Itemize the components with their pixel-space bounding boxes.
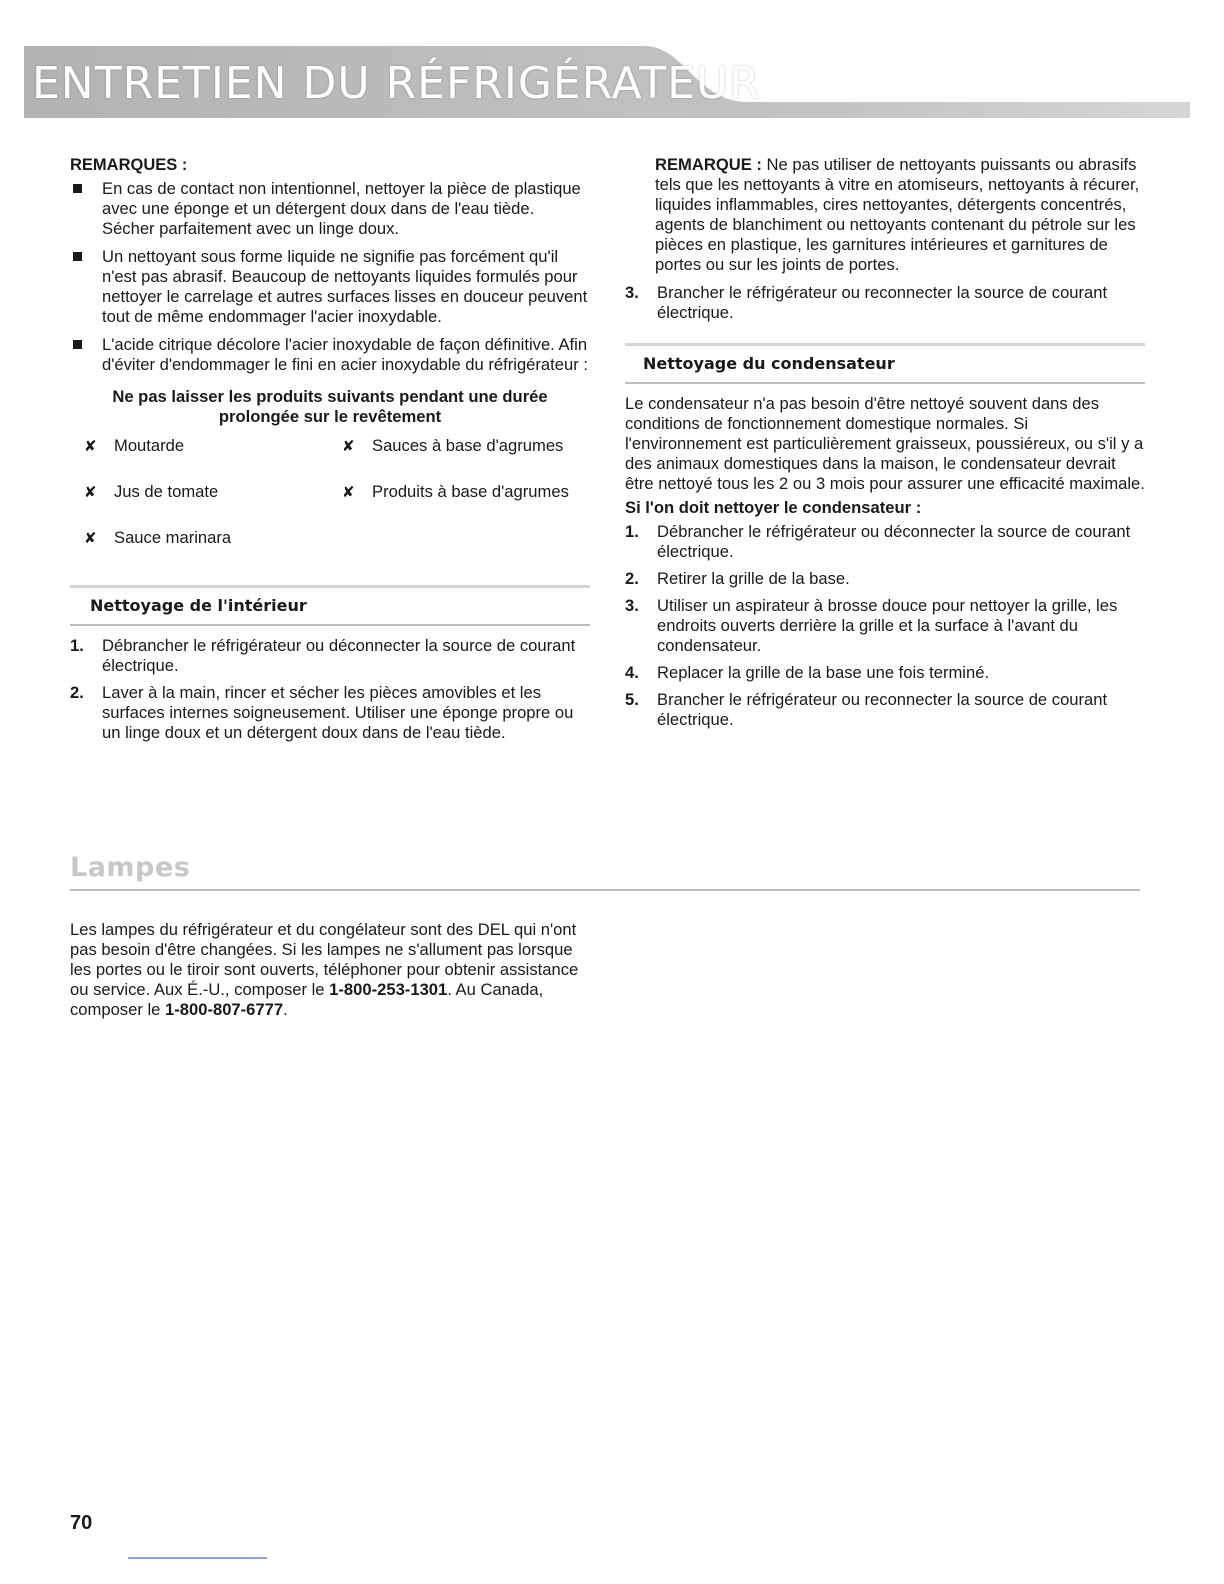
remark-label: REMARQUE :: [655, 155, 762, 174]
right-column: [625, 155, 1145, 737]
interior-heading: Nettoyage de l'intérieur: [70, 585, 590, 626]
bullet-square-icon: [73, 252, 82, 261]
avoid-title: Ne pas laisser les produits suivants pendant une durée prolongée sur le revêtement: [112, 387, 548, 426]
x-mark-icon: ✘: [342, 438, 355, 455]
step-text: Débrancher le réfrigérateur ou déconnecter la source de courant électrique.: [657, 522, 1131, 561]
step-number: 2.: [70, 683, 84, 702]
list-item: [70, 179, 590, 239]
list-item: [70, 636, 590, 676]
list-item: [625, 596, 1145, 656]
step-text: Brancher le réfrigérateur ou reconnecter la source de courant électrique.: [657, 690, 1108, 729]
phone-us: 1-800-253-1301: [329, 980, 448, 999]
condenser-steps: [625, 522, 1145, 730]
bullet-text: Un nettoyant sous forme liquide ne signifie pas forcément qu'il n'est pas abrasif. Beaucoup de nettoyants liquides formulés pour nettoyer le carrelage et autres surfaces lisses en douceur peuvent tout de même endommager l'acier inoxydable.: [102, 247, 588, 326]
interior-steps: [70, 636, 590, 743]
condenser-subhead: Si l'on doit nettoyer le condensateur :: [625, 498, 922, 517]
avoid-item: ✘ Produits à base d'agrumes: [342, 482, 569, 501]
list-item: [625, 663, 1145, 683]
avoid-item: ✘ Moutarde: [84, 436, 185, 455]
step-text: Retirer la grille de la base.: [657, 569, 850, 588]
left-column: [70, 155, 590, 750]
step-text: Brancher le réfrigérateur ou reconnecter la source de courant électrique.: [657, 283, 1108, 322]
step-number: 2.: [625, 569, 639, 588]
step-number: 3.: [625, 596, 639, 615]
avoid-item: ✘ Jus de tomate: [84, 482, 219, 501]
condenser-heading: Nettoyage du condensateur: [625, 343, 1145, 384]
avoid-item: ✘ Sauces à base d'agrumes: [342, 436, 564, 455]
remark-text: Ne pas utiliser de nettoyants puissants ou abrasifs tels que les nettoyants à vitre en atomiseurs, nettoyants à récurer, liquides inflammables, cires nettoyantes, détergents concentrés, agents de blanchiment ou nettoyants contenant du pétrole sur les pièces en plastique, les garnitures intérieures et garnitures de portes ou sur les joints de portes.: [655, 155, 1140, 274]
step-text: Utiliser un aspirateur à brosse douce pour nettoyer la grille, les endroits ouverts derrière la grille et la surface à l'avant du condensateur.: [657, 596, 1118, 655]
list-item: [625, 522, 1145, 562]
footer-divider: [128, 1557, 267, 1559]
list-item: [70, 247, 590, 327]
section-banner: [24, 46, 1190, 118]
reconnect-step: [625, 283, 1145, 323]
bullet-text: En cas de contact non intentionnel, nettoyer la pièce de plastique avec une éponge et un détergent doux dans de l'eau tiède. Sécher parfaitement avec un linge doux.: [102, 179, 581, 238]
step-number: 1.: [625, 522, 639, 541]
step-text: Débrancher le réfrigérateur ou déconnecter la source de courant électrique.: [102, 636, 576, 675]
remarks-heading: REMARQUES :: [70, 156, 188, 174]
avoid-item: ✘ Sauce marinara: [84, 528, 232, 547]
remark-paragraph: [625, 155, 1145, 275]
step-text: Replacer la grille de la base une fois terminé.: [657, 663, 990, 682]
lampes-heading: [70, 852, 1140, 891]
step-number: 4.: [625, 663, 639, 682]
step-number: 1.: [70, 636, 84, 655]
bullet-square-icon: [73, 340, 82, 349]
lampes-paragraph: Les lampes du réfrigérateur et du congélateur sont des DEL qui n'ont pas besoin d'être changées. Si les lampes ne s'allument pas lorsque les portes ou le tiroir sont ouverts, téléphoner pour obtenir assistance ou service. Aux É.-U., composer le 1-800-253-1301. Au Canada, composer le 1-800-807-6777.: [70, 920, 579, 1019]
list-item: [625, 569, 1145, 589]
avoid-list: [70, 437, 590, 565]
bullet-square-icon: [73, 184, 82, 193]
bullet-text: L'acide citrique décolore l'acier inoxydable de façon définitive. Afin d'éviter d'endommager le fini en acier inoxydable du réfrigérateur :: [102, 335, 588, 374]
banner-title: ENTRETIEN DU RÉFRIGÉRATEUR: [32, 58, 761, 109]
phone-canada: 1-800-807-6777: [165, 1000, 284, 1019]
step-text: Laver à la main, rincer et sécher les pièces amovibles et les surfaces internes soigneusement. Utiliser une éponge propre ou un linge doux et un détergent doux dans de l'eau tiède.: [102, 683, 574, 742]
step-number: 3.: [625, 283, 639, 302]
page-number: 70: [70, 1512, 93, 1534]
list-item: [70, 335, 590, 375]
x-mark-icon: ✘: [84, 530, 97, 547]
lampes-title: Lampes: [70, 852, 191, 883]
list-item: [625, 283, 1145, 323]
step-number: 5.: [625, 690, 639, 709]
x-mark-icon: ✘: [342, 484, 355, 501]
x-mark-icon: ✘: [84, 438, 97, 455]
x-mark-icon: ✘: [84, 484, 97, 501]
list-item: [625, 690, 1145, 730]
remarks-list: [70, 179, 590, 375]
list-item: [70, 683, 590, 743]
condenser-intro: Le condensateur n'a pas besoin d'être nettoyé souvent dans des conditions de fonctionnement domestique normales. Si l'environnement est particulièrement graisseux, poussiéreux, ou s'il y a des animaux domestiques dans la maison, le condensateur devrait être nettoyé tous les 2 ou 3 mois pour assurer une efficacité maximale.: [625, 394, 1145, 493]
